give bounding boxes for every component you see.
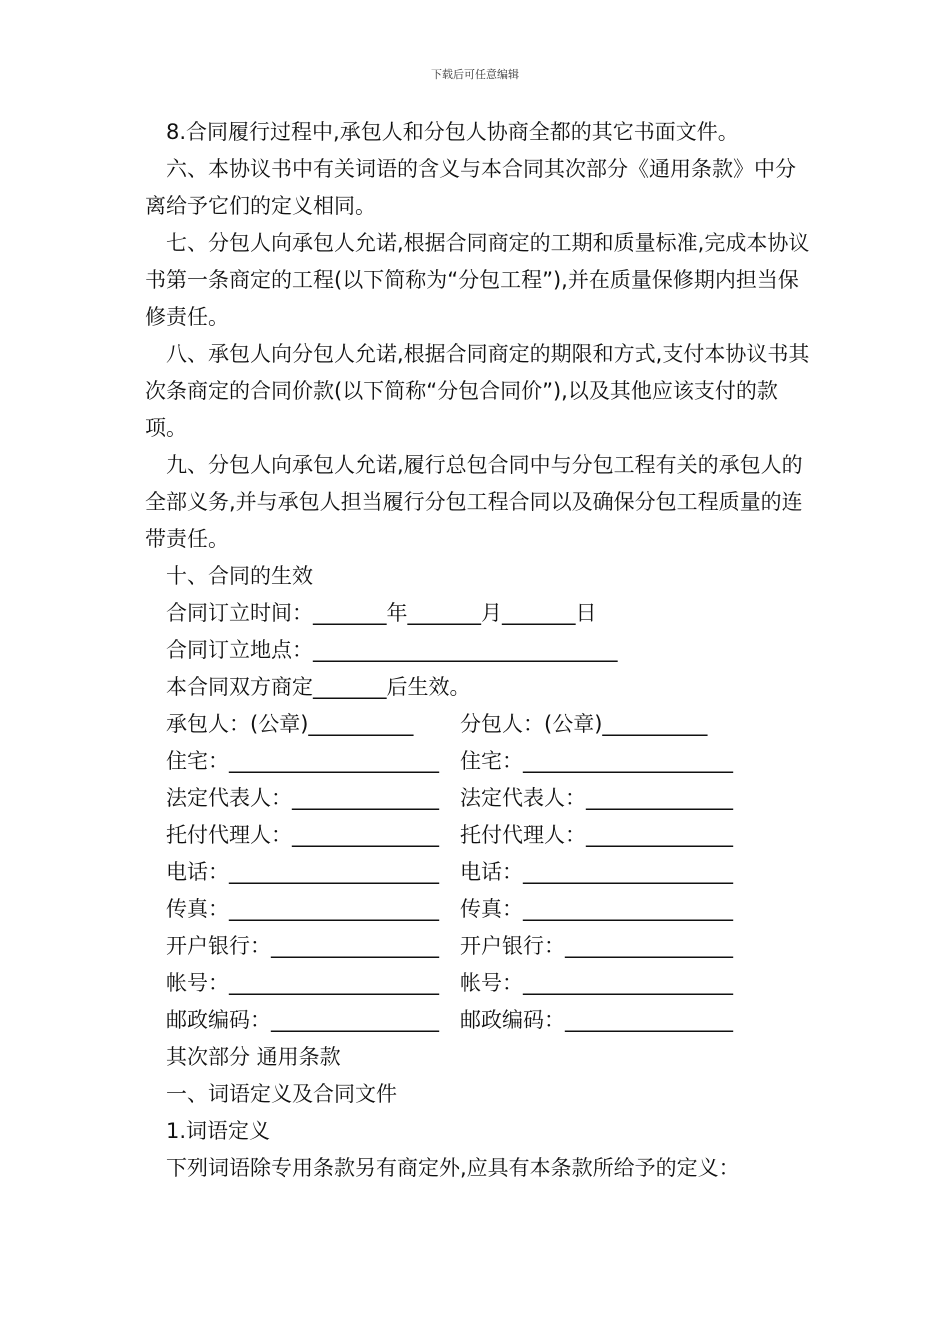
subcontractor-seal-field: 分包人：(公章)__________: [460, 712, 708, 736]
party-row-phone: [145, 854, 810, 891]
party-row-seal: [145, 706, 810, 743]
effective-condition-line: 本合同双方商定_______后生效。: [166, 675, 471, 699]
contractor-agent-field: 托付代理人：______________: [166, 823, 439, 847]
contractor-seal-field: 承包人：(公章)__________: [166, 712, 414, 736]
contractor-fax-field: 传真：____________________: [166, 897, 439, 921]
section-heading-effect: 十、合同的生效: [166, 564, 313, 588]
contractor-phone-field: 电话：____________________: [166, 860, 439, 884]
party-row-fax: [145, 891, 810, 928]
document-body: [145, 114, 810, 1187]
contractor-account-field: 帐号：____________________: [166, 971, 439, 995]
subcontractor-bank-field: 开户银行：________________: [460, 934, 733, 958]
contractor-address-field: 住宅：____________________: [166, 749, 439, 773]
contractor-legal-rep-field: 法定代表人：______________: [166, 786, 439, 810]
paragraph-article-6: 六、本协议书中有关词语的含义与本合同其次部分《通用条款》中分离给予它们的定义相同。: [145, 157, 796, 218]
signing-place-line: 合同订立地点：_____________________________: [166, 638, 618, 662]
contractor-bank-field: 开户银行：________________: [166, 934, 439, 958]
subcontractor-postcode-field: 邮政编码：________________: [460, 1008, 733, 1032]
subcontractor-fax-field: 传真：____________________: [460, 897, 733, 921]
subsection-heading-terms: 1.词语定义: [166, 1119, 271, 1143]
party-row-account: [145, 965, 810, 1002]
party-row-postcode: [145, 1002, 810, 1039]
subcontractor-legal-rep-field: 法定代表人：______________: [460, 786, 733, 810]
party-row-bank: [145, 928, 810, 965]
header-note: 下载后可任意编辑: [431, 68, 519, 81]
paragraph-item-8: 8.合同履行过程中,承包人和分包人协商全都的其它书面文件。: [166, 120, 739, 144]
subcontractor-address-field: 住宅：____________________: [460, 749, 733, 773]
definitions-intro: 下列词语除专用条款另有商定外,应具有本条款所给予的定义：: [166, 1156, 740, 1180]
party-row-agent: [145, 817, 810, 854]
section-heading-definitions: 一、词语定义及合同文件: [166, 1082, 397, 1106]
paragraph-article-7: 七、分包人向承包人允诺,根据合同商定的工期和质量标准,完成本协议书第一条商定的工程(以下简称为“分包工程”),并在质量保修期内担当保修责任。: [145, 231, 810, 329]
contractor-postcode-field: 邮政编码：________________: [166, 1008, 439, 1032]
subcontractor-account-field: 帐号：____________________: [460, 971, 733, 995]
subcontractor-agent-field: 托付代理人：______________: [460, 823, 733, 847]
subcontractor-phone-field: 电话：____________________: [460, 860, 733, 884]
signing-time-line: 合同订立时间：_______年_______月_______日: [166, 601, 597, 625]
paragraph-article-8: 八、承包人向分包人允诺,根据合同商定的期限和方式,支付本协议书其次条商定的合同价款(以下简称“分包合同价”),以及其他应该支付的款项。: [145, 342, 810, 440]
part-two-title: 其次部分 通用条款: [166, 1045, 341, 1069]
party-row-address: [145, 743, 810, 780]
party-row-legal-rep: [145, 780, 810, 817]
paragraph-article-9: 九、分包人向承包人允诺,履行总包合同中与分包工程有关的承包人的全部义务,并与承包人担当履行分包工程合同以及确保分包工程质量的连带责任。: [145, 453, 803, 551]
